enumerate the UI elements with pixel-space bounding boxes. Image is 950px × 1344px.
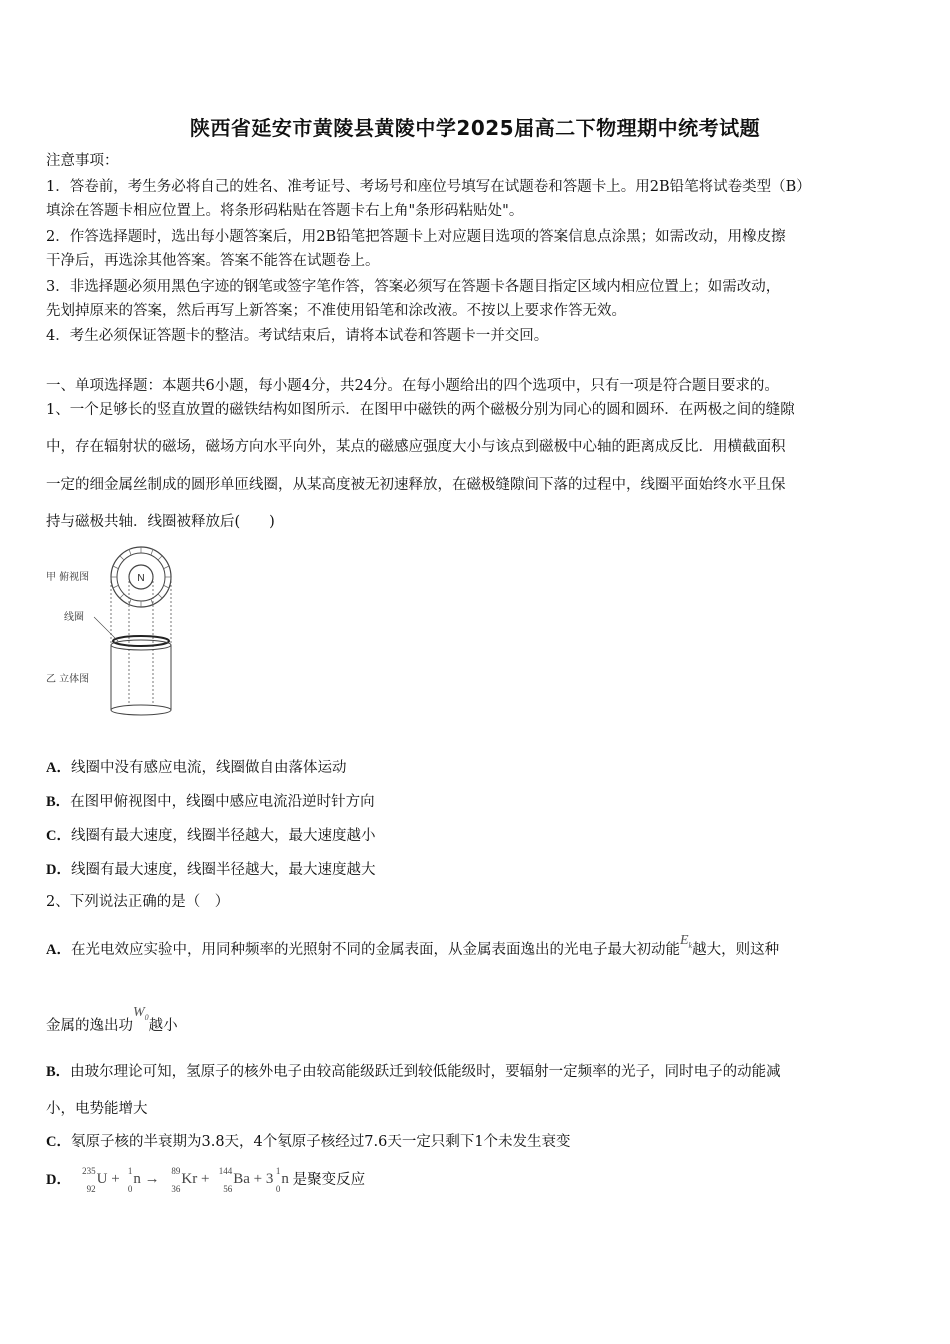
q1-option-c: C．线圈有最大速度，线圈半径越大，最大速度越小 xyxy=(46,828,376,844)
q1-option-a: A．线圈中没有感应电流，线圈做自由落体运动 xyxy=(46,760,347,776)
figure-label-bottom: 乙 立体图 xyxy=(46,674,90,685)
q1-stem-line: 中，存在辐射状的磁场，磁场方向水平向外，某点的磁感应强度大小与该点到磁极中心轴的距离成反比．用横截面积 xyxy=(46,439,786,455)
q1-stem-line: 一定的细金属丝制成的圆形单匝线圈，从某高度被无初速释放，在磁极缝隙间下落的过程中，线圈平面始终水平且保 xyxy=(46,477,786,493)
nuclear-equation: 235 92 U + 1 0 n → 89 36 Kr + 144 56 Ba + 3 1 0 n xyxy=(82,1166,289,1195)
q1-option-d: D．线圈有最大速度，线圈半径越大，最大速度越大 xyxy=(46,862,376,878)
section-heading: 一、单项选择题：本题共6小题，每小题4分，共24分。在每小题给出的四个选项中，只有一项是符合题目要求的。 xyxy=(46,378,779,394)
q2-option-b-line1: B．由玻尔理论可知，氢原子的核外电子由较高能级跃迁到较低能级时，要辐射一定频率的光子，同时电子的动能减 xyxy=(46,1064,781,1080)
notice-line: 2．作答选择题时，选出每小题答案后，用2B铅笔把答题卡上对应题目选项的答案信息点涂黑；如需改动，用橡皮擦 xyxy=(46,229,786,245)
page-title: 陕西省延安市黄陵县黄陵中学2025届高二下物理期中统考试题 xyxy=(189,116,761,140)
q1-stem-line: 1、一个足够长的竖直放置的磁铁结构如图所示．在图甲中磁铁的两个磁极分别为同心的圆和圆环．在两极之间的缝隙 xyxy=(46,402,795,418)
notice-line: 1．答卷前，考生务必将自己的姓名、准考证号、考场号和座位号填写在试题卷和答题卡上。用2B铅笔将试卷类型（B） xyxy=(46,179,811,195)
notice-heading: 注意事项： xyxy=(46,153,119,169)
q2-option-b-line2: 小，电势能增大 xyxy=(46,1101,148,1117)
notice-line: 3．非选择题必须用黑色字迹的钢笔或签字笔作答，答案必须写在答题卡各题目指定区域内相应位置上；如需改动， xyxy=(46,279,781,295)
q2-option-a-line1: A．在光电效应实验中，用同种频率的光照射不同的金属表面，从金属表面逸出的光电子最大初动能$E_k$越大，则这种 xyxy=(46,933,780,958)
pole-label: N xyxy=(137,573,145,584)
q2-option-d: D． 235 92 U + 1 0 n → 89 36 Kr + 144 56 Ba + 3 1 0 n 是聚变反应 xyxy=(46,1166,366,1195)
figure-label-coil: 线圈 xyxy=(64,612,84,623)
notice-line: 干净后，再选涂其他答案。答案不能答在试题卷上。 xyxy=(46,253,380,269)
magnet-figure xyxy=(46,545,186,720)
q1-stem-line: 持与磁极共轴．线圈被释放后( ) xyxy=(46,514,275,530)
q2-option-c: C．氡原子核的半衰期为3.8天，4个氡原子核经过7.6天一定只剩下1个未发生衰变 xyxy=(46,1134,571,1150)
q2-option-a-line2: 金属的逸出功$W_0$越小 xyxy=(46,1005,178,1034)
notice-line: 4．考生必须保证答题卡的整洁。考试结束后，请将本试卷和答题卡一并交回。 xyxy=(46,328,549,344)
q2-stem: 2、下列说法正确的是（ ） xyxy=(46,894,230,910)
q1-option-b: B．在图甲俯视图中，线圈中感应电流沿逆时针方向 xyxy=(46,794,375,810)
notice-line: 先划掉原来的答案，然后再写上新答案；不准使用铅笔和涂改液。不按以上要求作答无效。 xyxy=(46,303,626,319)
notice-line: 填涂在答题卡相应位置上。将条形码粘贴在答题卡右上角"条形码粘贴处"。 xyxy=(46,203,524,219)
figure-label-top: 甲 俯视图 xyxy=(46,572,90,583)
